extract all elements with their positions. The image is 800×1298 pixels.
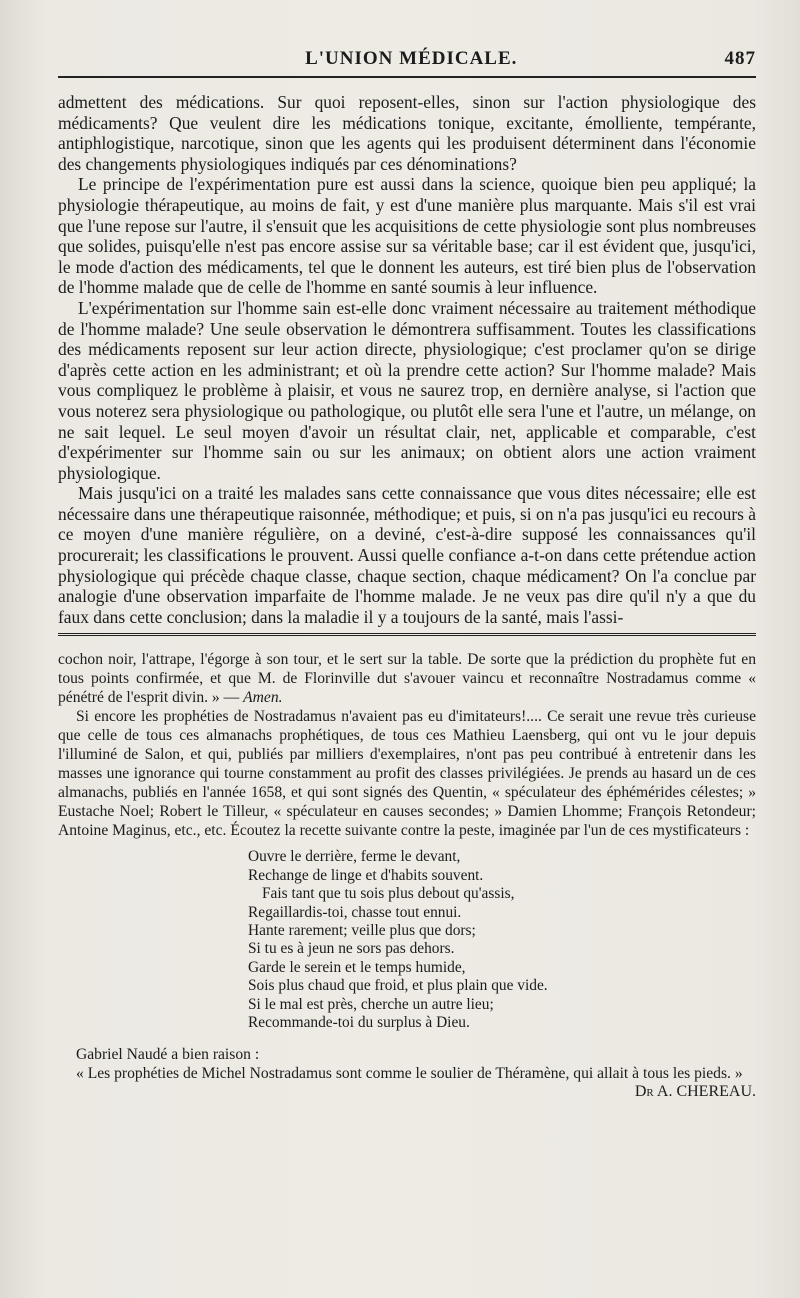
author-signature: Dr A. CHEREAU.	[634, 1082, 756, 1100]
journal-title: L'UNION MÉDICALE.	[305, 48, 518, 69]
poem-line: Si tu es à jeun ne sors pas dehors.	[248, 940, 455, 958]
poem-line: Si le mal est près, cherche un autre lieu;	[248, 995, 494, 1013]
poem-line: Ouvre le derrière, ferme le devant,	[248, 848, 461, 866]
poem-line: Rechange de linge et d'habits souvent.	[248, 866, 484, 884]
feuilleton-paragraph: Si encore les prophéties de Nostradamus n'avaient pas eu d'imitateurs!.... Ce serait une revue très curieuse que celle de tous ces almanachs prophétiques, de tous ces Mathieu Laensberg, qui ont vu le jour depuis l'illuminé de Salon, et qui, publiés par milliers d'exemplaires, n'ont pas peu contribué à entretenir dans les masses une ignorance qui tourne constamment au profit des classes privilégiées. Je prends au hasard un de ces almanachs, publiés en l'année 1658, et qui sont signés des Quentin, « spéculateur des éphémérides célestes; » Eustache Noel; Robert le Tilleur, « spéculateur en causes secondes; » Damien Lhomme; François Retondeur; Antoine Maginus, etc., etc. Écoutez la recette suivante contre la peste, imaginée par l'un de ces mystificateurs :	[58, 708, 756, 840]
header-rule	[58, 76, 756, 78]
page-header	[58, 48, 756, 70]
quote-intro: Gabriel Naudé a bien raison :	[76, 1045, 260, 1063]
poem-line: Regaillardis-toi, chasse tout ennui.	[248, 903, 462, 921]
article-paragraph: Le principe de l'expérimentation pure est aussi dans la science, quoique bien peu appliqué; la physiologie thérapeutique, au moins de fait, y est d'une manière plus marquante. Mais s'il est vrai que l'une repose sur l'autre, il s'ensuit que les acquisitions de cette physiologie sont plus nombreuses que solides, puisqu'elle n'est pas encore assise sur sa véritable base; car il est évident que, jusqu'ici, le mode d'action des médicaments, tel que le donnent les auteurs, est tiré bien plus de l'observation de l'homme malade que de celle de l'homme en santé soumis à leur influence.	[58, 174, 756, 298]
main-article	[58, 92, 756, 627]
pest-recipe-poem	[248, 848, 756, 1032]
article-paragraph: L'expérimentation sur l'homme sain est-elle donc vraiment nécessaire au traitement méthodique de l'homme malade? Une seule observation le démontrera suffisamment. Toutes les classifications des médicaments reposent sur leur action directe, physiologique; c'est proclamer qu'on se dirige d'après cette action en les administrant; et où la prendre cette action? Sur l'homme malade? Mais vous compliquez le problème à plaisir, et vous ne saurez trop, en dernière analyse, si l'action que vous noterez sera physiologique ou pathologique, ou plutôt elle sera l'une et l'autre, un mélange, on ne sait lequel. Le seul moyen d'avoir un résultat clair, net, applicable et comparable, c'est d'expérimenter sur l'homme sain ou sur les animaux; on obtient alors une action vraiment physiologique.	[58, 297, 756, 483]
poem-line: Garde le serein et le temps humide,	[248, 958, 466, 976]
article-paragraph: Mais jusqu'ici on a traité les malades sans cette connaissance que vous dites nécessaire; elle est nécessaire dans une thérapeutique raisonnée, méthodique; et puis, si on n'a pas jusqu'ici eu recours à ce moyen d'une manière régulière, on a deviné, c'est-à-dire supposé les connaissances qu'il procurerait; les classifications le prouvent. Aussi quelle confiance a-t-on dans cette prétendue action physiologique qui précède chaque classe, chaque section, chaque médicament? On l'a conclue par analogie d'une observation imparfaite de l'homme malade. Je ne veux pas dire qu'il n'y a que du faux dans cette conclusion; dans la maladie il y a toujours de la santé, mais l'assi-	[58, 483, 756, 627]
feuilleton-separator	[58, 633, 756, 638]
page-number: 487	[724, 48, 756, 69]
poem-line: Sois plus chaud que froid, et plus plain que vide.	[248, 977, 548, 995]
article-paragraph: admettent des médications. Sur quoi reposent-elles, sinon sur l'action physiologique des médicaments? Que veulent dire les médications tonique, excitante, émolliente, tempérante, antiphlogistique, narcotique, sinon que les agents qui les produisent déterminent dans l'économie des changements physiologiques indiqués par ces dénominations?	[58, 92, 756, 174]
feuilleton-paragraph: cochon noir, l'attrape, l'égorge à son tour, et le sert sur la table. De sorte que la prédiction du prophète fut en tous points confirmée, et que M. de Florinville dut s'avouer vaincu et reconnaître Nostradamus comme « pénétré de l'esprit divin. » — Amen.	[58, 651, 756, 707]
poem-line: Hante rarement; veille plus que dors;	[248, 922, 476, 940]
amen-text: Amen.	[243, 689, 283, 707]
poem-line: Fais tant que tu sois plus debout qu'assis,	[262, 885, 515, 903]
feuilleton-section	[58, 650, 756, 1100]
naude-quote: « Les prophéties de Michel Nostradamus sont comme le soulier de Théramène, qui allait à tous les pieds. »	[76, 1064, 743, 1082]
poem-line: Recommande-toi du surplus à Dieu.	[248, 1014, 470, 1032]
